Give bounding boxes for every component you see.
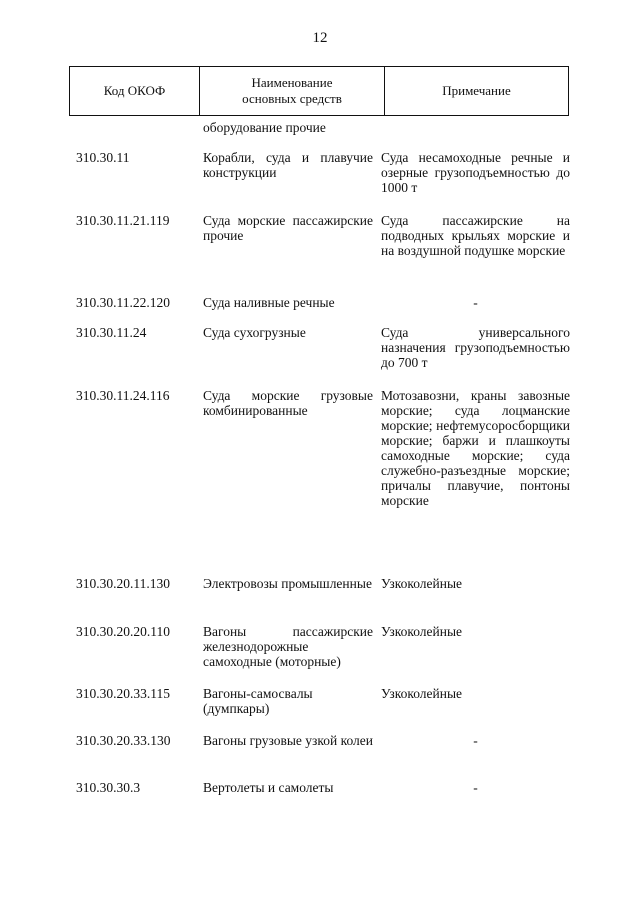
asset-name: Электровозы промышленные: [203, 576, 372, 591]
asset-note: -: [473, 295, 478, 310]
okof-code: 310.30.11.24.116: [76, 388, 170, 403]
asset-note: Узкоколейные: [381, 576, 463, 591]
okof-code: 310.30.20.33.115: [76, 686, 170, 701]
header-note: Примечание: [442, 83, 511, 98]
asset-name: Суда сухогрузные: [203, 325, 306, 340]
asset-name: Вагоны грузовые узкой колеи: [203, 733, 373, 748]
header-name: Наименование основных средств: [200, 67, 385, 115]
asset-note: -: [473, 780, 478, 795]
okof-code: 310.30.11: [76, 150, 130, 165]
asset-name: Вагоны пассажирские железнодорожные самоходные (моторные): [203, 624, 373, 669]
okof-code: 310.30.30.3: [76, 780, 141, 795]
okof-code: 310.30.11.24: [76, 325, 147, 340]
asset-name: Корабли, суда и плавучие конструкции: [203, 150, 373, 180]
okof-code: 310.30.20.11.130: [76, 576, 170, 591]
header-code: Код ОКОФ: [70, 67, 200, 115]
continuation-text: оборудование прочие: [203, 120, 326, 135]
asset-name: Суда морские пассажирские прочие: [203, 213, 373, 243]
asset-name: Вертолеты и самолеты: [203, 780, 334, 795]
asset-name: Суда наливные речные: [203, 295, 335, 310]
asset-note: -: [473, 733, 478, 748]
asset-note: Узкоколейные: [381, 624, 463, 639]
asset-note: Суда универсального назначения грузоподъемностью до 700 т: [381, 325, 570, 370]
table-header: [69, 66, 569, 116]
asset-note: Мотозавозни, краны завозные морские; суда лоцманские морские; нефтемусоросборщики морские; баржи и плашкоуты самоходные морские; суда служебно-разъездные морские; причалы плавучие, понтоны морские: [381, 388, 570, 508]
okof-code: 310.30.11.21.119: [76, 213, 170, 228]
okof-code: 310.30.20.33.130: [76, 733, 171, 748]
asset-name: Суда морские грузовые комбинированные: [203, 388, 373, 418]
page-number: 12: [312, 30, 328, 46]
asset-note: Суда пассажирские на подводных крыльях морские и на воздушной подушке морские: [381, 213, 570, 258]
asset-note: Узкоколейные: [381, 686, 463, 701]
asset-name: Вагоны-самосвалы (думпкары): [203, 686, 313, 716]
okof-code: 310.30.11.22.120: [76, 295, 170, 310]
asset-note: Суда несамоходные речные и озерные грузоподъемностью до 1000 т: [381, 150, 570, 195]
okof-code: 310.30.20.20.110: [76, 624, 170, 639]
